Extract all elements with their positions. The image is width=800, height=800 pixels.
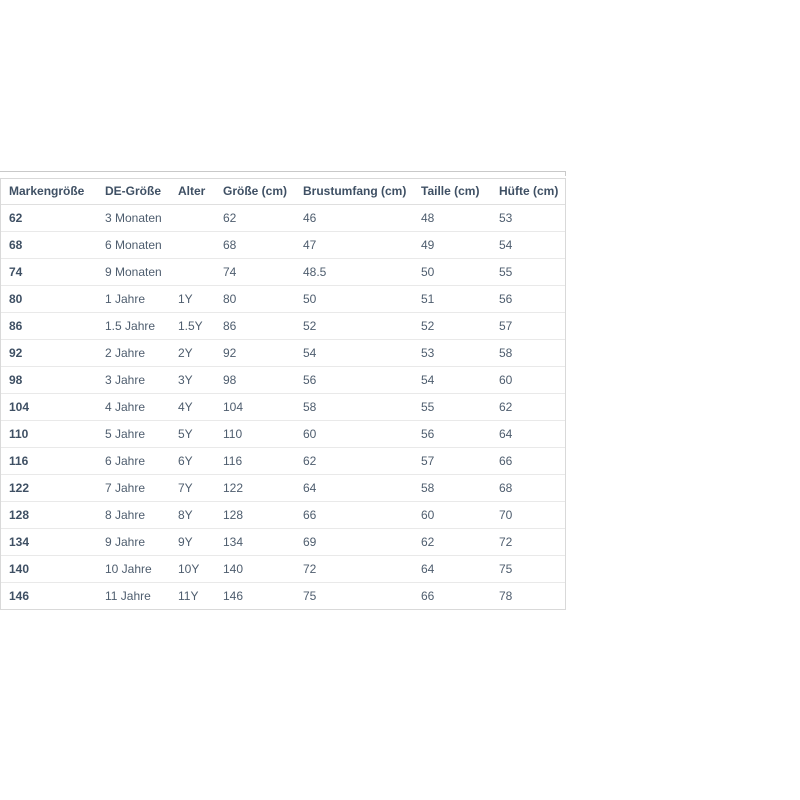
table-cell: 75 — [491, 555, 565, 582]
table-cell: 5 Jahre — [97, 420, 170, 447]
column-header: Größe (cm) — [215, 179, 295, 204]
size-chart-table — [1, 179, 565, 609]
table-row — [1, 258, 565, 285]
table-cell: 62 — [215, 204, 295, 231]
table-cell: 54 — [295, 339, 413, 366]
table-cell: 122 — [215, 474, 295, 501]
table-cell: 134 — [215, 528, 295, 555]
table-cell: 70 — [491, 501, 565, 528]
table-cell: 64 — [491, 420, 565, 447]
table-cell: 66 — [421, 588, 435, 603]
table-cell: 116 — [1, 447, 97, 474]
table-body — [1, 204, 565, 609]
table-cell: 55 — [491, 258, 565, 285]
table-cell: 128 — [1, 501, 97, 528]
table-row — [1, 393, 565, 420]
table-row — [1, 312, 565, 339]
table-cell: 122 — [1, 474, 97, 501]
table-cell: 104 — [1, 393, 97, 420]
table-cell: 1Y — [170, 285, 215, 312]
table-cell: 80 — [1, 285, 97, 312]
table-cell: 54 — [491, 231, 565, 258]
column-header: Hüfte (cm) — [491, 179, 565, 204]
table-cell: 92 — [215, 339, 295, 366]
table-cell: 140 — [1, 555, 97, 582]
table-cell: 69 — [295, 528, 413, 555]
table-cell: 62 — [1, 204, 97, 231]
table-row — [1, 555, 565, 582]
table-cell — [170, 204, 215, 231]
table-cell: 98 — [215, 366, 295, 393]
table-cell: 7Y — [170, 474, 215, 501]
table-cell: 52 — [295, 312, 413, 339]
table-cell: 62 — [413, 528, 491, 555]
table-cell: 8 Jahre — [97, 501, 170, 528]
table-cell: 58 — [413, 474, 491, 501]
table-row — [1, 582, 565, 609]
divider-rule — [0, 171, 566, 172]
table-cell: 9Y — [170, 528, 215, 555]
table-cell: 3Y — [170, 366, 215, 393]
table-cell: 78 — [499, 588, 513, 603]
table-cell: 3 Jahre — [97, 366, 170, 393]
table-cell: 5Y — [170, 420, 215, 447]
table-cell: 9 Monaten — [97, 258, 170, 285]
table-cell: 11 Jahre — [105, 588, 151, 603]
table-cell: 54 — [413, 366, 491, 393]
table-cell: 8Y — [170, 501, 215, 528]
table-cell: 46 — [295, 204, 413, 231]
column-header: Brustumfang (cm) — [295, 179, 413, 204]
table-cell: 146 — [223, 588, 244, 603]
table-cell: 56 — [491, 285, 565, 312]
table-cell: 1.5Y — [170, 312, 215, 339]
table-cell: 6 Jahre — [97, 447, 170, 474]
table-header-row — [1, 179, 565, 204]
column-header: Alter — [170, 179, 215, 204]
table-cell — [170, 258, 215, 285]
table-cell: 4Y — [170, 393, 215, 420]
table-row — [1, 204, 565, 231]
table-cell: 51 — [413, 285, 491, 312]
table-cell: 98 — [1, 366, 97, 393]
table-row — [1, 420, 565, 447]
table-cell: 49 — [413, 231, 491, 258]
table-cell: 75 — [303, 588, 317, 603]
table-cell: 68 — [215, 231, 295, 258]
table-cell: 1.5 Jahre — [97, 312, 170, 339]
table-cell: 80 — [215, 285, 295, 312]
table-cell: 48 — [413, 204, 491, 231]
table-cell: 11Y — [178, 588, 199, 603]
table-cell: 104 — [215, 393, 295, 420]
table-cell: 74 — [1, 258, 97, 285]
table-cell: 57 — [413, 447, 491, 474]
table-cell: 72 — [295, 555, 413, 582]
table-cell: 74 — [215, 258, 295, 285]
table-cell: 2 Jahre — [97, 339, 170, 366]
size-chart-table-container — [0, 178, 566, 610]
column-header: Taille (cm) — [413, 179, 491, 204]
table-row — [1, 447, 565, 474]
table-cell: 72 — [491, 528, 565, 555]
table-cell: 56 — [413, 420, 491, 447]
table-cell: 140 — [215, 555, 295, 582]
table-cell: 58 — [491, 339, 565, 366]
table-cell: 57 — [491, 312, 565, 339]
column-header: Markengröße — [1, 179, 97, 204]
table-cell: 47 — [295, 231, 413, 258]
table-cell: 53 — [413, 339, 491, 366]
table-row — [1, 474, 565, 501]
table-cell: 60 — [491, 366, 565, 393]
table-cell: 134 — [1, 528, 97, 555]
table-cell: 60 — [295, 420, 413, 447]
table-cell: 6Y — [170, 447, 215, 474]
table-cell: 4 Jahre — [97, 393, 170, 420]
table-cell: 60 — [413, 501, 491, 528]
table-cell — [170, 231, 215, 258]
table-cell: 62 — [491, 393, 565, 420]
table-row — [1, 339, 565, 366]
table-cell: 66 — [295, 501, 413, 528]
table-cell: 128 — [215, 501, 295, 528]
table-cell: 52 — [413, 312, 491, 339]
table-cell: 7 Jahre — [97, 474, 170, 501]
table-cell: 10Y — [170, 555, 215, 582]
table-cell: 58 — [295, 393, 413, 420]
table-cell: 68 — [1, 231, 97, 258]
table-cell: 55 — [413, 393, 491, 420]
table-row — [1, 528, 565, 555]
table-cell: 50 — [413, 258, 491, 285]
table-cell: 1 Jahre — [97, 285, 170, 312]
table-row — [1, 285, 565, 312]
table-cell: 66 — [491, 447, 565, 474]
table-cell: 6 Monaten — [97, 231, 170, 258]
table-cell: 146 — [9, 588, 30, 603]
table-cell: 48.5 — [295, 258, 413, 285]
divider-rule-end-tick — [565, 171, 566, 176]
table-cell: 2Y — [170, 339, 215, 366]
table-cell: 110 — [215, 420, 295, 447]
table-cell: 9 Jahre — [97, 528, 170, 555]
table-cell: 86 — [1, 312, 97, 339]
table-cell: 64 — [295, 474, 413, 501]
table-cell: 3 Monaten — [97, 204, 170, 231]
table-cell: 116 — [215, 447, 295, 474]
table-cell: 68 — [491, 474, 565, 501]
table-cell: 92 — [1, 339, 97, 366]
table-row — [1, 366, 565, 393]
table-cell: 62 — [295, 447, 413, 474]
table-row — [1, 501, 565, 528]
table-cell: 50 — [295, 285, 413, 312]
column-header: DE-Größe — [97, 179, 170, 204]
table-row — [1, 231, 565, 258]
table-cell: 86 — [215, 312, 295, 339]
table-cell: 56 — [295, 366, 413, 393]
table-cell: 10 Jahre — [97, 555, 170, 582]
table-cell: 64 — [413, 555, 491, 582]
table-cell: 53 — [491, 204, 565, 231]
table-cell: 110 — [1, 420, 97, 447]
